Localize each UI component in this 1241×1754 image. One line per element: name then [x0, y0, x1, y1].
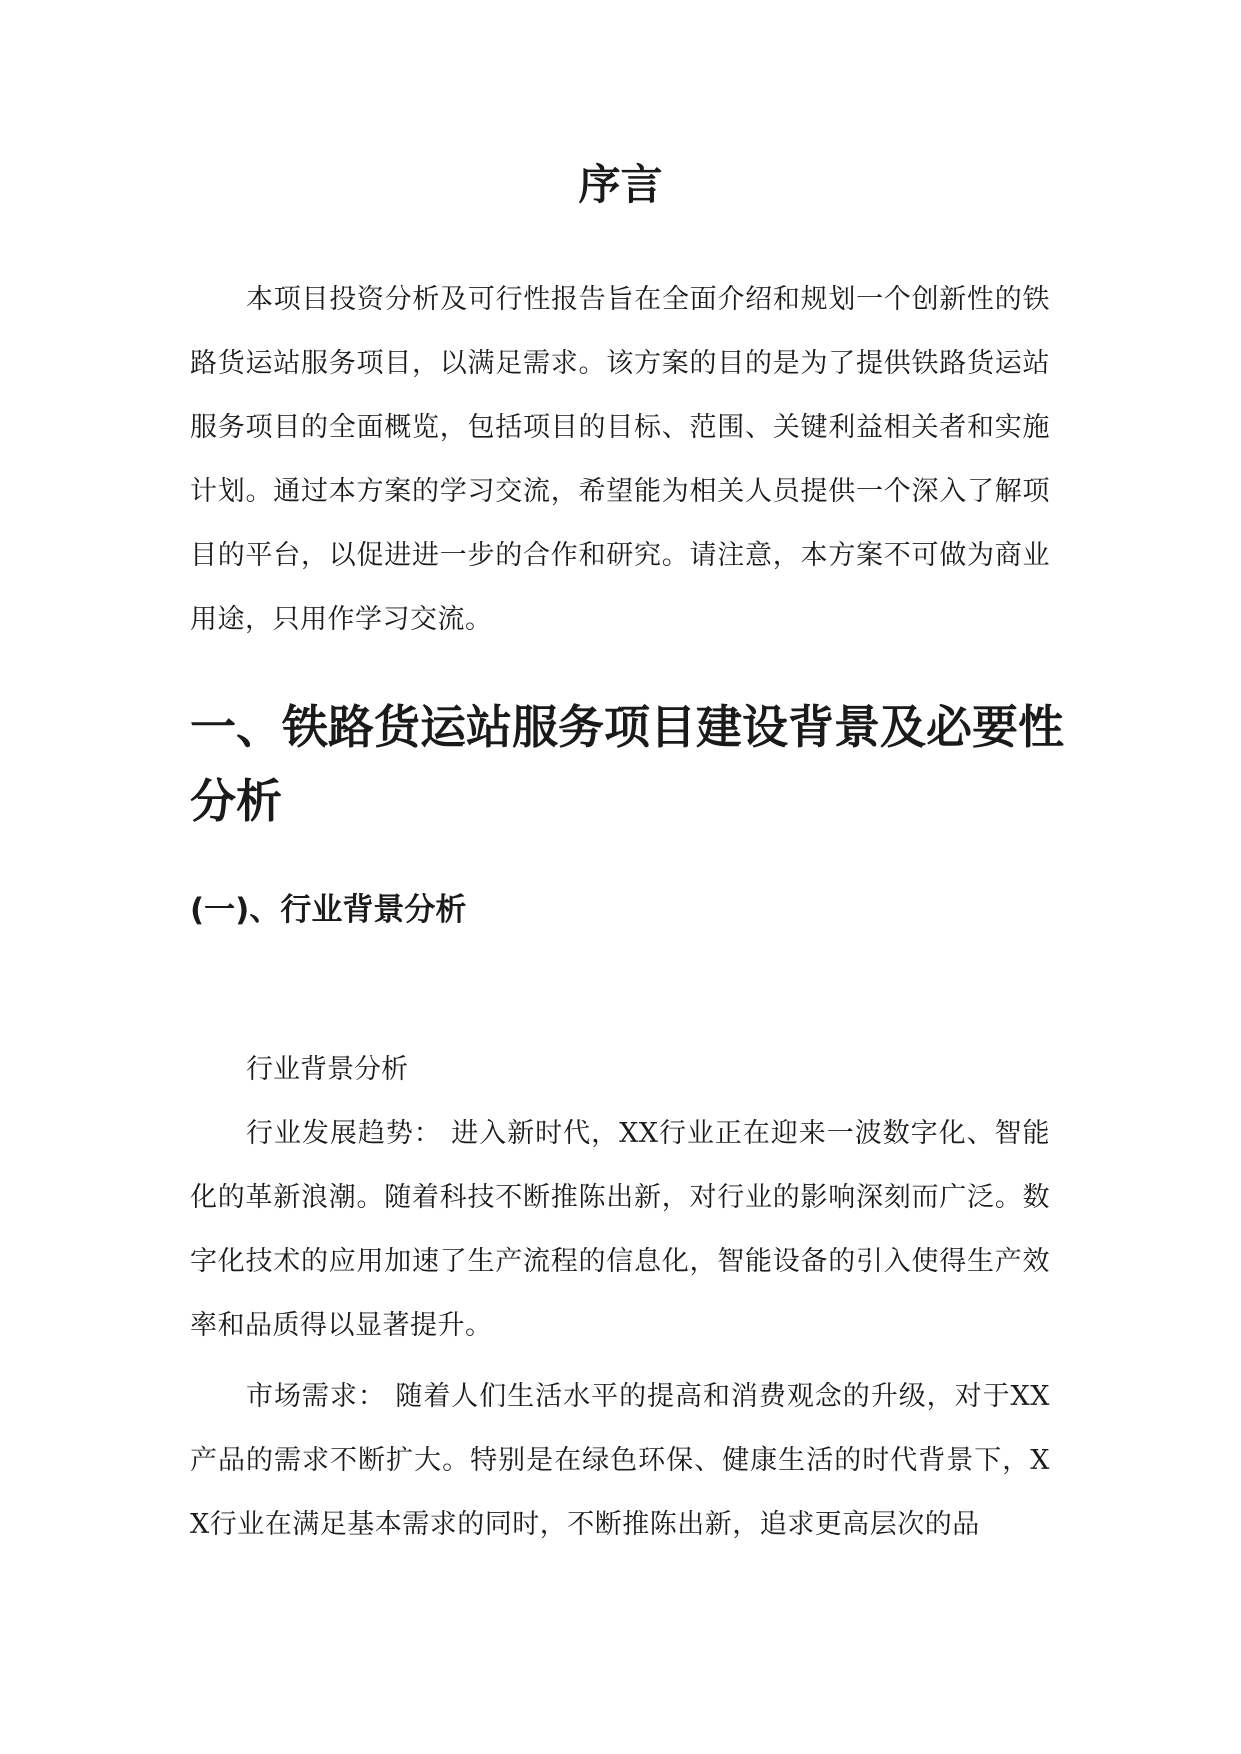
subsection-1-heading: (一)、行业背景分析 [190, 892, 467, 928]
section-1-heading: 一、铁路货运站服务项目建设背景及必要性分析 [190, 700, 1064, 828]
document-title: 序言 [578, 160, 663, 209]
market-demand-paragraph: 市场需求： 随着人们生活水平的提高和消费观念的升级，对于XX产品的需求不断扩大。特别是在绿色环保、健康生活的时代背景下，XX行业在满足基本需求的同时，不断推陈出新，追求更高层次的品 [190, 1381, 1050, 1540]
subsection-1-label: 行业背景分析 [246, 1054, 408, 1085]
trend-paragraph: 行业发展趋势： 进入新时代，XX行业正在迎来一波数字化、智能化的革新浪潮。随着科技不断推陈出新，对行业的影响深刻而广泛。数字化技术的应用加速了生产流程的信息化，智能设备的引入使得生产效率和品质得以显著提升。 [190, 1118, 1050, 1341]
preface-paragraph: 本项目投资分析及可行性报告旨在全面介绍和规划一个创新性的铁路货运站服务项目，以满足需求。该方案的目的是为了提供铁路货运站服务项目的全面概览，包括项目的目标、范围、关键利益相关者和实施计划。通过本方案的学习交流，希望能为相关人员提供一个深入了解项目的平台，以促进进一步的合作和研究。请注意，本方案不可做为商业用途，只用作学习交流。 [190, 284, 1050, 635]
